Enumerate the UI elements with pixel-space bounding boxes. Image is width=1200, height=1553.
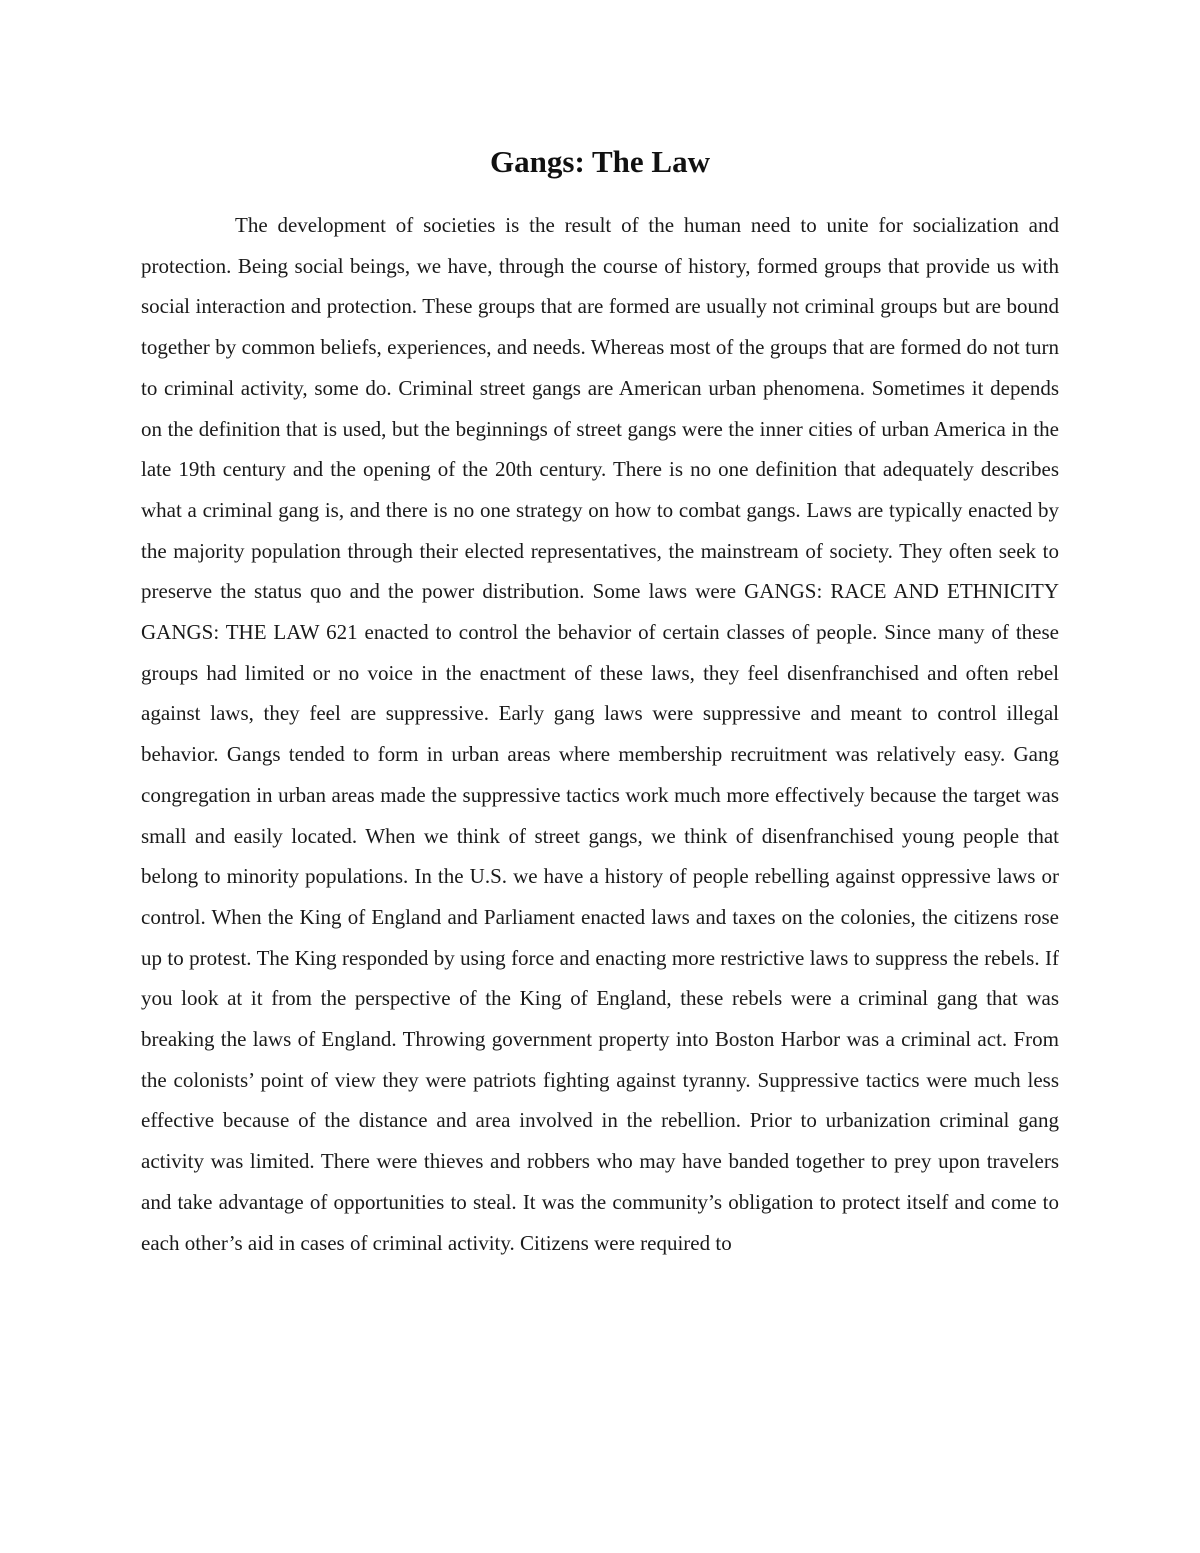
page-title: Gangs: The Law <box>490 144 710 179</box>
body-paragraph: The development of societies is the result of the human need to unite for socialization and protection. Being social beings, we have, through the course of history, formed groups that provide us with social interaction and protection. These groups that are formed are usually not criminal groups but are bound together by common beliefs, experiences, and needs. Whereas most of the groups that are formed do not turn to criminal activity, some do. Criminal street gangs are American urban phenomena. Sometimes it depends on the definition that is used, but the beginnings of street gangs were the inner cities of urban America in the late 19th century and the opening of the 20th century. There is no one definition that adequately describes what a criminal gang is, and there is no one strategy on how to combat gangs. Laws are typically enacted by the majority population through their elected representatives, the mainstream of society. They often seek to preserve the status quo and the power distribution. Some laws were GANGS: RACE AND ETHNICITY GANGS: THE LAW 621 enacted to control the behavior of certain classes of people. Since many of these groups had limited or no voice in the enactment of these laws, they feel disenfranchised and often rebel against laws, they feel are suppressive. Early gang laws were suppressive and meant to control illegal behavior. Gangs tended to form in urban areas where membership recruitment was relatively easy. Gang congregation in urban areas made the suppressive tactics work much more effectively because the target was small and easily located. When we think of street gangs, we think of disenfranchised young people that belong to minority populations. In the U.S. we have a history of people rebelling against oppressive laws or control. When the King of England and Parliament enacted laws and taxes on the colonies, the citizens rose up to protest. The King responded by using force and enacting more restrictive laws to suppress the rebels. If you look at it from the perspective of the King of England, these rebels were a criminal gang that was breaking the laws of England. Throwing government property into Boston Harbor was a criminal act. From the colonists’ point of view they were patriots fighting against tyranny. Suppressive tactics were much less effective because of the distance and area involved in the rebellion. Prior to urbanization criminal gang activity was limited. There were thieves and robbers who may have banded together to prey upon travelers and take advantage of opportunities to steal. It was the community’s obligation to protect itself and come to each other’s aid in cases of criminal activity. Citizens were required to <box>141 213 1059 1255</box>
